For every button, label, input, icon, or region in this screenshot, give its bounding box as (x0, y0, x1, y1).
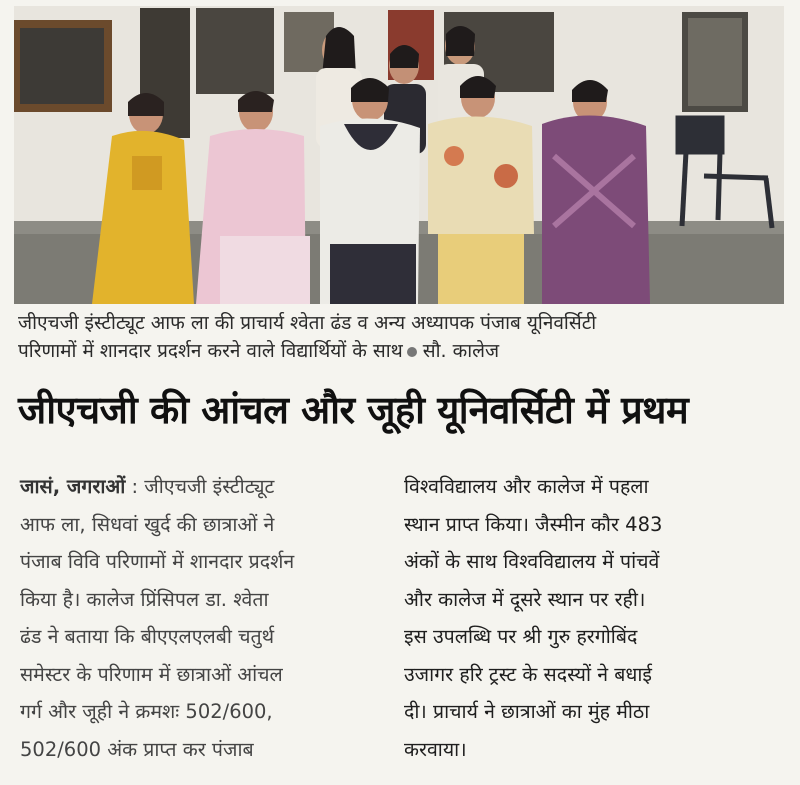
article-line: दी। प्राचार्य ने छात्राओं का मुंह मीठा (404, 700, 650, 723)
article-line: उजागर हरि ट्रस्ट के सदस्यों ने बधाई (404, 662, 653, 686)
article-line: करवाया। (404, 737, 467, 761)
article-line: आफ ला, सिधवां खुर्द की छात्राओं ने (20, 512, 275, 536)
article-line: 502/600 अंक प्राप्त कर पंजाब (20, 737, 254, 761)
article-column-right (404, 468, 784, 768)
caption-line-1: जीएचजी इंस्टीट्यूट आफ ला की प्राचार्य श्वेता ढंड व अन्य अध्यापक पंजाब यूनिवर्सिटी (18, 312, 597, 334)
bullet-icon (407, 347, 417, 357)
article-line: अंकों के साथ विश्वविद्यालय में पांचवें (404, 550, 660, 573)
caption-line-2 (18, 337, 788, 365)
article-line: स्थान प्राप्त किया। जैस्मीन कौर 483 (404, 512, 663, 536)
photo-credit: सौ. कालेज (422, 340, 500, 362)
dateline: जासं, जगराओं (20, 475, 126, 498)
article-column-left (20, 468, 375, 768)
article-line: गर्ग और जूही ने क्रमशः 502/600, (20, 700, 273, 723)
article-line: और कालेज में दूसरे स्थान पर रही। (404, 587, 646, 611)
group-photo (14, 6, 784, 304)
group-photo-illustration (14, 6, 784, 304)
article-line: इस उपलब्धि पर श्री गुरु हरगोबिंद (404, 625, 638, 648)
caption-line-2-text: परिणामों में शानदार प्रदर्शन करने वाले विद्यार्थियों के साथ (18, 340, 403, 362)
article-line: किया है। कालेज प्रिंसिपल डा. श्वेता (20, 587, 269, 611)
article-line: समेस्टर के परिणाम में छात्राओं आंचल (20, 662, 283, 686)
article-line-text: : जीएचजी इंस्टीट्यूट (125, 475, 275, 498)
article-line (20, 468, 375, 506)
article-line: ढंड ने बताया कि बीएएलएलबी चतुर्थ (20, 625, 275, 648)
photo-caption (18, 309, 788, 365)
article-line: विश्वविद्यालय और कालेज में पहला (404, 475, 649, 498)
article-line: पंजाब विवि परिणामों में शानदार प्रदर्शन (20, 550, 295, 573)
headline: जीएचजी की आंचल और जूही यूनिवर्सिटी में प्रथम (18, 388, 689, 432)
